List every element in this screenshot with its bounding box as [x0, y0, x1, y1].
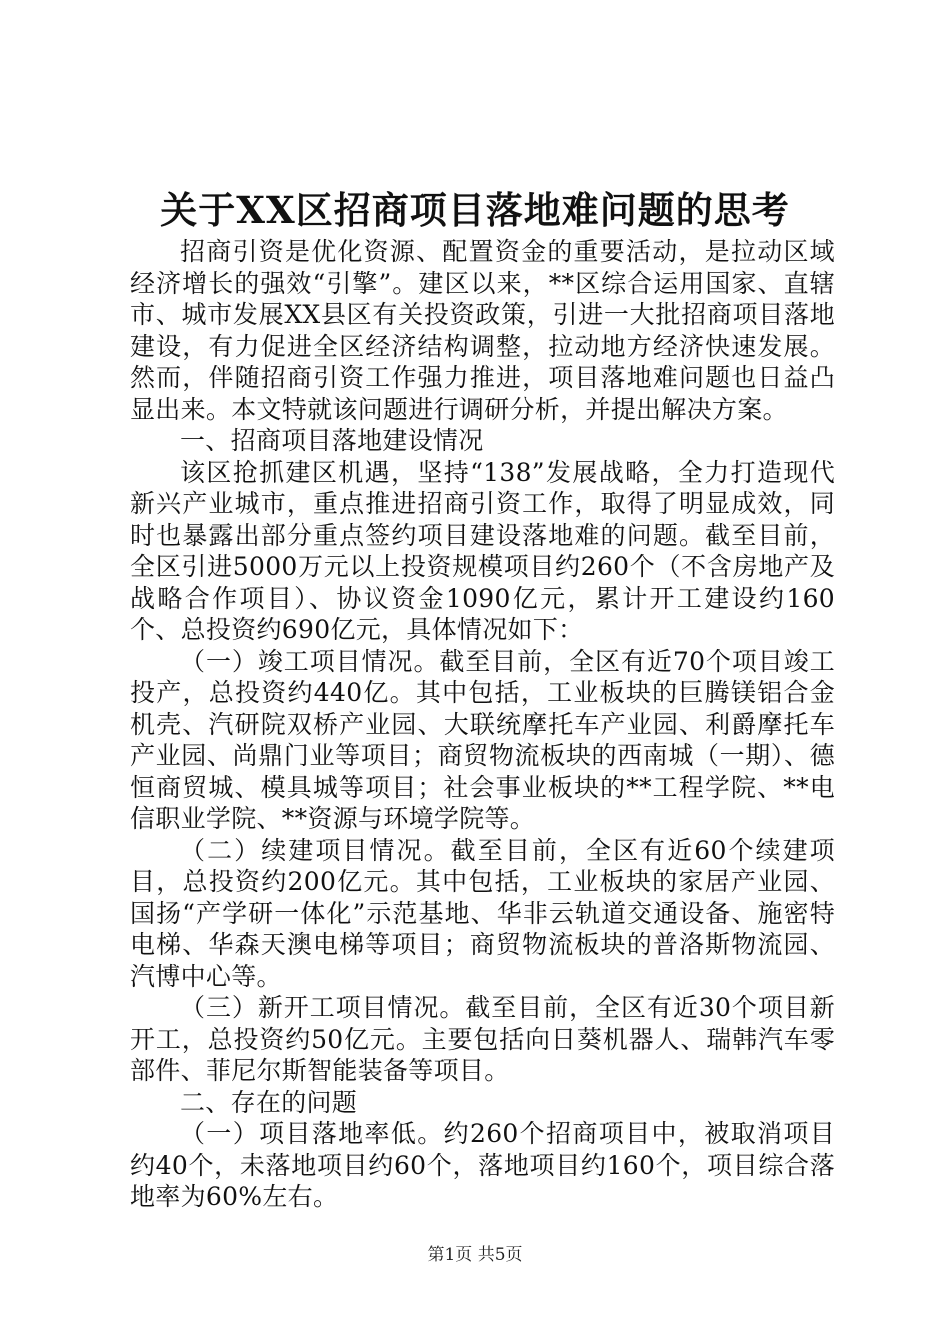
page-number-footer: 第1页 共5页	[427, 1245, 523, 1265]
section-heading-2: 二、存在的问题	[180, 1087, 358, 1117]
paragraph-new-projects: （三）新开工项目情况。截至目前，全区有近30个项目新开工，总投资约50亿元。主要包括向日葵机器人、瑞韩汽车零部件、菲尼尔斯智能装备等项目。	[130, 993, 835, 1085]
paragraph-landing-rate: （一）项目落地率低。约260个招商项目中，被取消项目约40个，未落地项目约60个，落地项目约160个，项目综合落地率为60%左右。	[130, 1119, 835, 1211]
paragraph-overview: 该区抢抓建区机遇，坚持“138”发展战略，全力打造现代新兴产业城市，重点推进招商引资工作，取得了明显成效，同时也暴露出部分重点签约项目建设落地难的问题。截至目前，全区引进5000万元以上投资规模项目约260个（不含房地产及战略合作项目）、协议资金1090亿元，累计开工建设约160个、总投资约690亿元，具体情况如下：	[130, 457, 835, 644]
section-heading-1: 一、招商项目落地建设情况	[180, 426, 484, 455]
paragraph-intro: 招商引资是优化资源、配置资金的重要活动，是拉动区域经济增长的强效“引擎”。建区以来，**区综合运用国家、直辖市、城市发展XX县区有关投资政策，引进一大批招商项目落地建设，有力促进全区经济结构调整，拉动地方经济快速发展。然而，伴随招商引资工作强力推进，项目落地难问题也日益凸显出来。本文特就该问题进行调研分析，并提出解决方案。	[130, 237, 835, 424]
paragraph-ongoing-projects: （二）续建项目情况。截至目前，全区有近60个续建项目，总投资约200亿元。其中包括，工业板块的家居产业园、国扬“产学研一体化”示范基地、华非云轨道交通设备、施密特电梯、华森天澳电梯等项目；商贸物流板块的普洛斯物流园、汽博中心等。	[130, 835, 835, 991]
paragraph-completed-projects: （一）竣工项目情况。截至目前，全区有近70个项目竣工投产，总投资约440亿。其中包括，工业板块的巨腾镁铝合金机壳、汽研院双桥产业园、大联统摩托车产业园、利爵摩托车产业园、尚鼎门业等项目；商贸物流板块的西南城（一期）、德恒商贸城、模具城等项目；社会事业板块的**工程学院、**电信职业学院、**资源与环境学院等。	[130, 646, 835, 833]
document-title: 关于XX区招商项目落地难问题的思考	[160, 188, 790, 232]
document-body	[130, 236, 835, 1213]
